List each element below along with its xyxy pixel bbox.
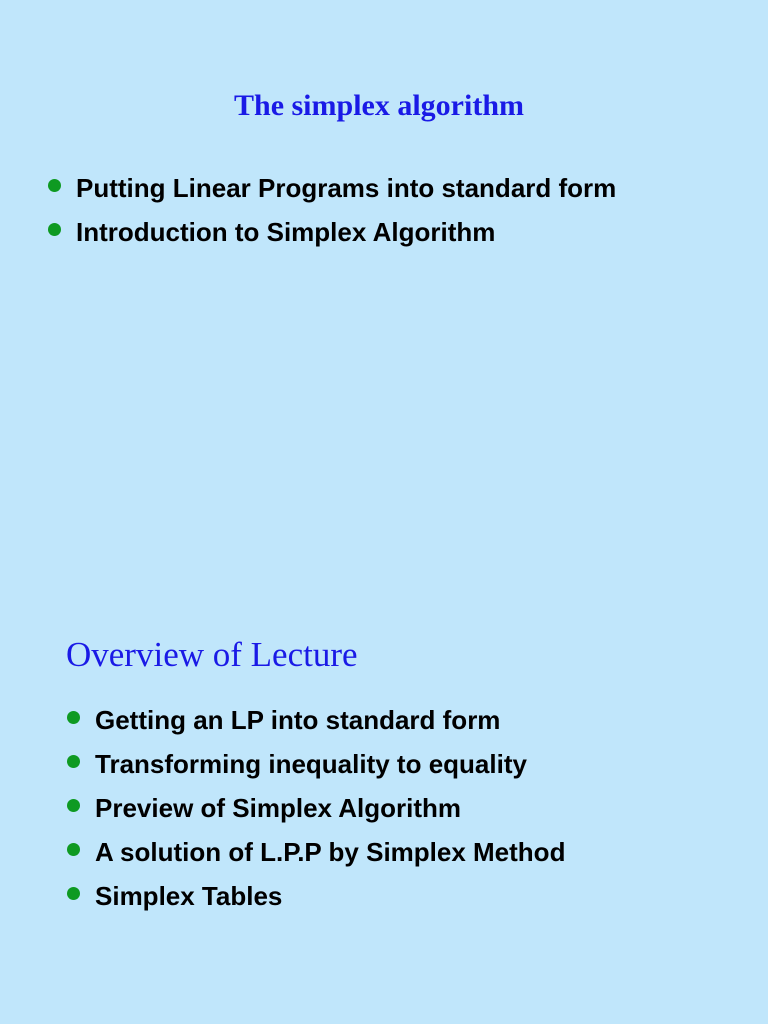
list-item-text: Transforming inequality to equality [95, 749, 527, 779]
list-item [67, 836, 747, 880]
overview-bullet-list [67, 704, 747, 924]
slide-title: The simplex algorithm [234, 89, 524, 122]
list-item [67, 880, 747, 924]
green-dot-icon [67, 843, 80, 856]
green-dot-icon [67, 887, 80, 900]
intro-bullet-list [48, 172, 748, 260]
green-dot-icon [67, 711, 80, 724]
green-dot-icon [48, 223, 61, 236]
list-item-text: Putting Linear Programs into standard form [76, 173, 617, 203]
green-dot-icon [48, 179, 61, 192]
list-item [67, 748, 747, 792]
list-item-text: Introduction to Simplex Algorithm [76, 217, 496, 247]
list-item-text: Getting an LP into standard form [95, 705, 501, 735]
list-item [67, 792, 747, 836]
section-title: Overview of Lecture [66, 635, 358, 674]
green-dot-icon [67, 755, 80, 768]
list-item-text: Simplex Tables [95, 881, 283, 911]
green-dot-icon [67, 799, 80, 812]
list-item-text: Preview of Simplex Algorithm [95, 793, 462, 823]
list-item [48, 172, 748, 216]
list-item [48, 216, 748, 260]
list-item-text: A solution of L.P.P by Simplex Method [95, 837, 566, 867]
list-item [67, 704, 747, 748]
